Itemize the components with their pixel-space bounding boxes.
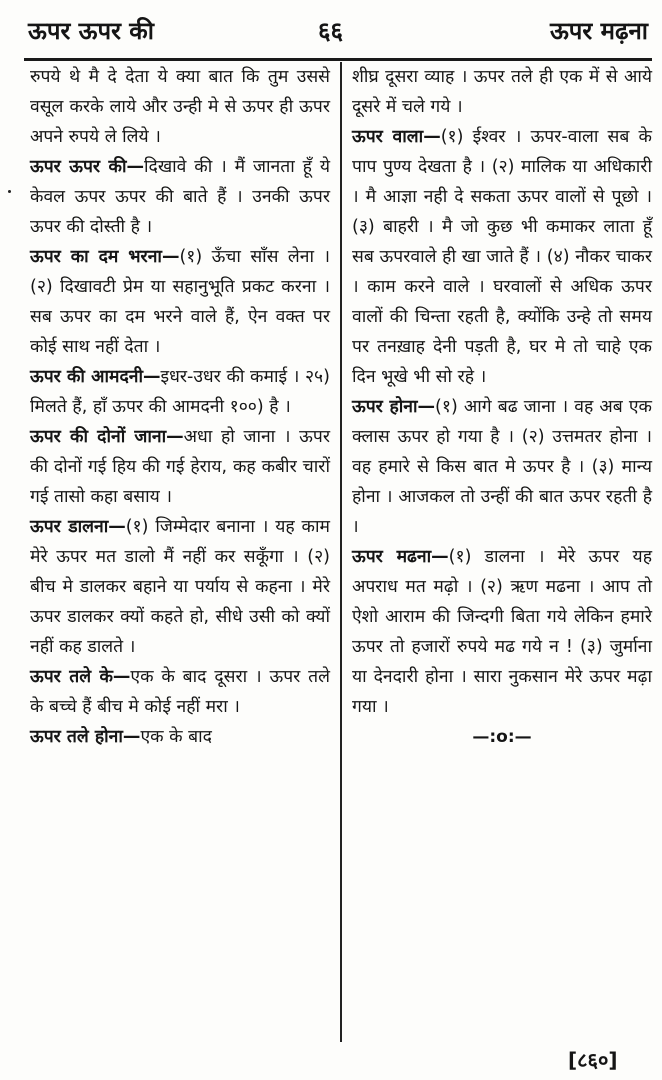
header-left-guideword: ऊपर ऊपर की — [28, 17, 154, 45]
entry: ऊपर वाला—(१) ईश्वर । ऊपर-वाला सब के पाप पुण्य देखता है । (२) मालिक या अधिकारी । मै आज्ञा नही दे सकता ऊपर वालों से पूछो । (३) बाहरी । मै जो कुछ भी कमाकर लाता हूँ सब ऊपरवाले ही खा जाते हैं । (४) नौकर चाकर । काम करने वाले । घरवालों से अधिक ऊपर वालों की चिन्ता रहती है, क्योंकि उन्हे तो समय पर तनख़ाह देनी पड़ती है, घर मे तो चाहे एक दिन भूखे भी सो रहे । — [352, 127, 652, 387]
entry: ऊपर तले के—एक के बाद दूसरा । ऊपर तले के बच्चे हैं बीच मे कोई नहीं मरा । — [30, 667, 330, 717]
entry: ऊपर का दम भरना—(१) ऊँचा साँस लेना । (२) दिखावटी प्रेम या सहानुभूति प्रकट करना । सब ऊपर का दम भरने वाले हैं, ऐन वक्त पर कोई साथ नहीं देता । — [30, 247, 330, 357]
right-column — [352, 62, 652, 752]
left-column — [30, 62, 330, 752]
entry: ऊपर की दोनों जाना—अधा हो जाना । ऊपर की दोनों गई हिय की गई हेराय, कह कबीर चारों गई तासो कहा बसाय । — [30, 427, 330, 507]
page-number: ६६ — [318, 17, 343, 45]
ink-speck — [8, 190, 11, 193]
header-rule — [24, 58, 652, 61]
column-divider — [340, 62, 342, 1042]
entry: ऊपर ऊपर की—दिखावे की । मैं जानता हूँ ये केवल ऊपर ऊपर की बाते हैं । उनकी ऊपर ऊपर की दोस्ती है । — [30, 157, 331, 237]
entry: ऊपर मढना—(१) डालना । मेरे ऊपर यह अपराध मत मढ़ो । (२) ऋण मढना । आप तो ऐशो आराम की जिन्दगी बिता गये लेकिन हमारे ऊपर तो हजारों रुपये मढ गये न ! (३) जुर्माना या देनदारी होना । सारा नुकसान मेरे ऊपर मढ़ा गया । — [352, 547, 652, 717]
header-right-guideword: ऊपर मढ़ना — [549, 17, 648, 45]
folio-number: [८६०] — [568, 1048, 618, 1072]
entry: ऊपर की आमदनी—इधर-उधर की कमाई । २५) मिलते हैं, हाँ ऊपर की आमदनी १००) है । — [30, 367, 330, 417]
end-ornament: —:o:— — [472, 727, 532, 747]
entry: ऊपर डालना—(१) जिम्मेदार बनाना । यह काम मेरे ऊपर मत डालो मैं नहीं कर सकूँगा । (२) बीच मे डालकर बहाने या पर्याय से कहना । मेरे ऊपर डालकर क्यों कहते हो, सीधे उसी को क्यों नहीं कह डालते । — [30, 517, 330, 657]
entry: ऊपर तले होना—एक के बाद — [30, 727, 212, 747]
entry: रुपये थे मै दे देता ये क्या बात कि तुम उससे वसूल करके लाये और उन्ही मे से ऊपर ही ऊपर अपने रुपये ले लिये । — [30, 67, 330, 147]
entry: ऊपर होना—(१) आगे बढ जाना । वह अब एक क्लास ऊपर हो गया है । (२) उत्तमतर होना । वह हमारे से किस बात मे ऊपर है । (३) मान्य होना । आजकल तो उन्हीं की बात ऊपर रहती है । — [352, 397, 652, 537]
running-header — [0, 0, 662, 64]
entry: शीघ्र दूसरा व्याह । ऊपर तले ही एक में से आये दूसरे में चले गये । — [352, 67, 652, 117]
